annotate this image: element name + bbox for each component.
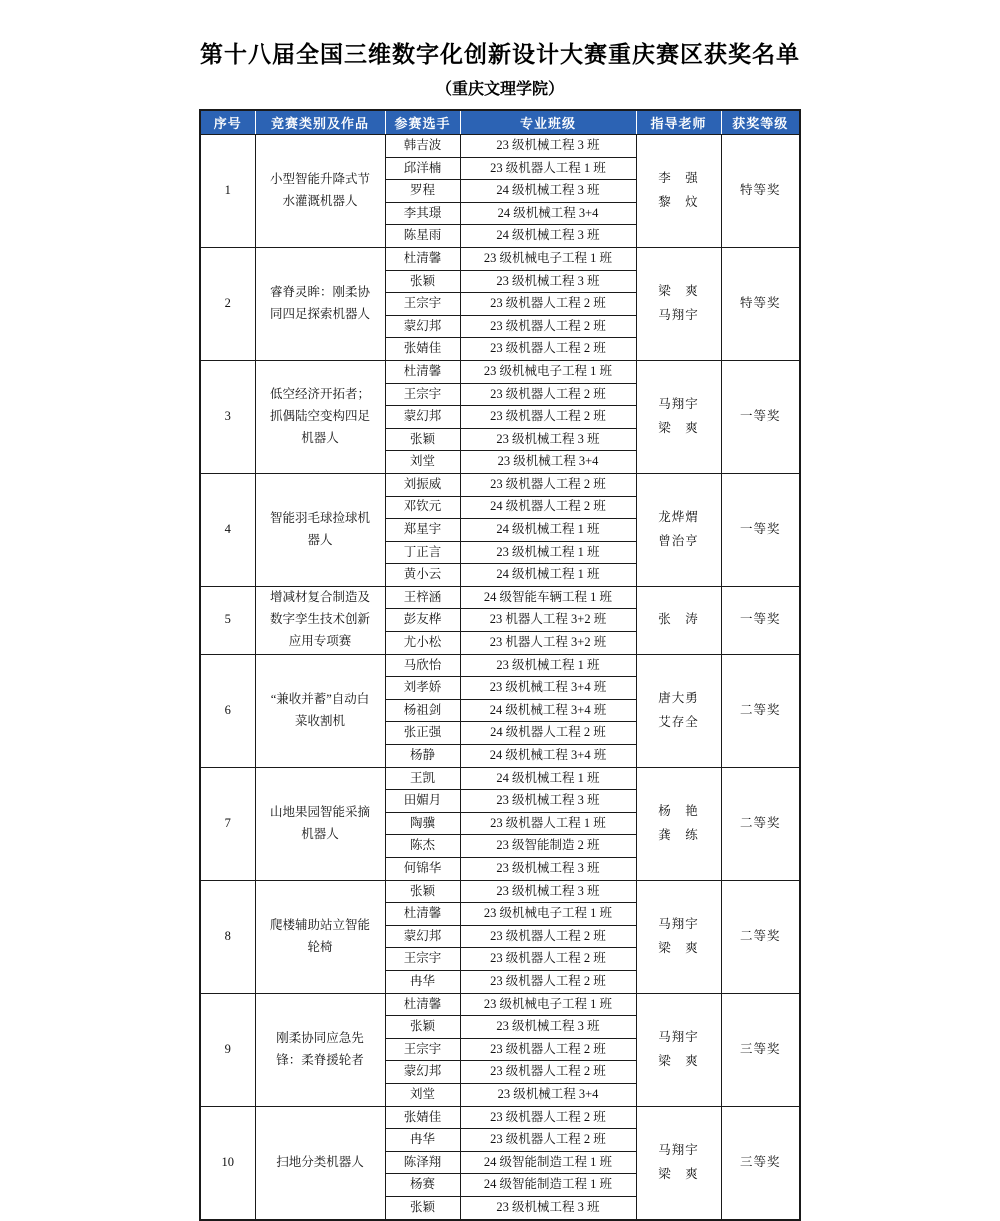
member-class: 23 级机械电子工程 1 班 <box>460 247 636 270</box>
member-class: 24 级智能制造工程 1 班 <box>460 1174 636 1197</box>
member-class: 23 机器人工程 3+2 班 <box>460 632 636 655</box>
member-row <box>200 473 800 496</box>
member-name: 杨静 <box>385 745 460 768</box>
member-row <box>200 767 800 790</box>
member-class: 23 级机器人工程 2 班 <box>460 970 636 993</box>
member-name: 彭友桦 <box>385 609 460 632</box>
member-name: 王凯 <box>385 767 460 790</box>
advisors <box>636 247 721 360</box>
project-name: 山地果园智能采摘机器人 <box>255 767 385 880</box>
member-name: 杨赛 <box>385 1174 460 1197</box>
member-class: 24 级机械工程 3 班 <box>460 225 636 248</box>
advisor-name: 马翔宇 <box>658 916 699 931</box>
project-name: “兼收并蓄”自动白菜收割机 <box>255 654 385 767</box>
member-name: 张正强 <box>385 722 460 745</box>
member-class: 23 级机械工程 3 班 <box>460 1016 636 1039</box>
member-class: 23 级机械工程 3 班 <box>460 270 636 293</box>
member-class: 23 级机器人工程 2 班 <box>460 1129 636 1152</box>
advisors <box>636 135 721 248</box>
group-number: 4 <box>200 473 255 586</box>
advisors <box>636 654 721 767</box>
project-name: 扫地分类机器人 <box>255 1106 385 1219</box>
member-name: 蒙幻邦 <box>385 406 460 429</box>
awards-table <box>199 109 801 1221</box>
advisors <box>636 360 721 473</box>
member-class: 23 级机器人工程 2 班 <box>460 1106 636 1129</box>
member-name: 丁正言 <box>385 541 460 564</box>
advisor-name: 李 强 <box>658 171 699 186</box>
group-number: 6 <box>200 654 255 767</box>
member-class: 24 级机械工程 3+4 班 <box>460 699 636 722</box>
member-name: 罗程 <box>385 180 460 203</box>
member-name: 陈杰 <box>385 835 460 858</box>
member-name: 张颖 <box>385 1016 460 1039</box>
award-level: 三等奖 <box>721 1106 800 1219</box>
advisor-name: 马翔宇 <box>658 1142 699 1157</box>
member-name: 尤小松 <box>385 632 460 655</box>
member-name: 马欣怡 <box>385 654 460 677</box>
member-class: 24 级机械工程 1 班 <box>460 519 636 542</box>
project-name: 低空经济开拓者；抓偶陆空变构四足机器人 <box>255 360 385 473</box>
member-name: 张婧佳 <box>385 338 460 361</box>
column-header: 竞赛类别及作品 <box>255 110 385 135</box>
member-class: 24 级机械工程 1 班 <box>460 767 636 790</box>
member-class: 23 级机械工程 3 班 <box>460 135 636 158</box>
member-name: 刘堂 <box>385 1083 460 1106</box>
table-header-row <box>200 110 800 135</box>
member-class: 24 级机械工程 3+4 班 <box>460 745 636 768</box>
member-name: 黄小云 <box>385 564 460 587</box>
advisors <box>636 767 721 880</box>
advisor-name: 马翔宇 <box>658 307 699 322</box>
advisor-name: 艾存全 <box>658 714 699 729</box>
page-subtitle: （重庆文理学院） <box>435 81 564 98</box>
table-body <box>200 135 800 1220</box>
member-class: 23 级机器人工程 1 班 <box>460 157 636 180</box>
advisor-name: 曾治亨 <box>658 533 699 548</box>
advisors <box>636 1106 721 1219</box>
member-name: 陈泽翔 <box>385 1151 460 1174</box>
member-class: 23 级机器人工程 1 班 <box>460 812 636 835</box>
member-name: 邓钦元 <box>385 496 460 519</box>
member-name: 王梓涵 <box>385 586 460 609</box>
member-name: 杜清馨 <box>385 360 460 383</box>
award-level: 一等奖 <box>721 473 800 586</box>
column-header: 指导老师 <box>636 110 721 135</box>
member-name: 韩吉波 <box>385 135 460 158</box>
award-level: 一等奖 <box>721 586 800 654</box>
member-class: 23 级机器人工程 2 班 <box>460 948 636 971</box>
member-class: 23 级机械工程 3 班 <box>460 858 636 881</box>
advisor-name: 张 涛 <box>658 612 699 627</box>
member-name: 田媚月 <box>385 790 460 813</box>
member-class: 24 级智能车辆工程 1 班 <box>460 586 636 609</box>
member-name: 杜清馨 <box>385 903 460 926</box>
project-name: 智能羽毛球捡球机器人 <box>255 473 385 586</box>
member-class: 23 级机械电子工程 1 班 <box>460 360 636 383</box>
member-name: 李其璟 <box>385 202 460 225</box>
member-class: 23 级机械工程 3+4 <box>460 451 636 474</box>
member-name: 冉华 <box>385 1129 460 1152</box>
member-class: 23 级机械工程 1 班 <box>460 654 636 677</box>
member-class: 23 级机械工程 1 班 <box>460 541 636 564</box>
member-name: 张颖 <box>385 880 460 903</box>
member-name: 陈星雨 <box>385 225 460 248</box>
award-level: 二等奖 <box>721 880 800 993</box>
group-number: 9 <box>200 993 255 1106</box>
member-name: 杨祖剑 <box>385 699 460 722</box>
member-class: 23 级机械工程 3 班 <box>460 428 636 451</box>
project-name: 睿脊灵眸：刚柔协同四足探索机器人 <box>255 247 385 360</box>
column-header: 获奖等级 <box>721 110 800 135</box>
member-class: 23 级机器人工程 2 班 <box>460 925 636 948</box>
group-number: 8 <box>200 880 255 993</box>
member-name: 邱洋楠 <box>385 157 460 180</box>
advisor-name: 马翔宇 <box>658 397 699 412</box>
member-row <box>200 586 800 609</box>
member-row <box>200 1106 800 1129</box>
award-level: 一等奖 <box>721 360 800 473</box>
member-name: 刘振威 <box>385 473 460 496</box>
column-header: 序号 <box>200 110 255 135</box>
member-row <box>200 993 800 1016</box>
member-class: 24 级机械工程 3 班 <box>460 180 636 203</box>
member-name: 张颖 <box>385 428 460 451</box>
project-name: 小型智能升降式节水灌溉机器人 <box>255 135 385 248</box>
member-class: 23 级机械工程 3 班 <box>460 1196 636 1219</box>
award-level: 二等奖 <box>721 654 800 767</box>
member-name: 刘堂 <box>385 451 460 474</box>
member-class: 23 级机械工程 3 班 <box>460 880 636 903</box>
member-class: 24 级机器人工程 2 班 <box>460 722 636 745</box>
member-class: 23 级机械工程 3+4 班 <box>460 677 636 700</box>
member-name: 杜清馨 <box>385 993 460 1016</box>
member-class: 23 机器人工程 3+2 班 <box>460 609 636 632</box>
member-name: 蒙幻邦 <box>385 925 460 948</box>
member-class: 24 级机械工程 3+4 <box>460 202 636 225</box>
member-row <box>200 360 800 383</box>
member-class: 23 级机器人工程 2 班 <box>460 1061 636 1084</box>
member-class: 23 级机械工程 3 班 <box>460 790 636 813</box>
advisor-name: 梁 爽 <box>658 940 699 955</box>
award-level: 特等奖 <box>721 135 800 248</box>
advisor-name: 梁 爽 <box>658 1053 699 1068</box>
advisor-name: 杨 艳 <box>658 803 699 818</box>
member-name: 冉华 <box>385 970 460 993</box>
advisors <box>636 993 721 1106</box>
member-name: 王宗宇 <box>385 293 460 316</box>
advisors <box>636 473 721 586</box>
member-class: 23 级智能制造 2 班 <box>460 835 636 858</box>
member-class: 24 级机器人工程 2 班 <box>460 496 636 519</box>
member-name: 杜清馨 <box>385 247 460 270</box>
member-name: 张颖 <box>385 270 460 293</box>
member-class: 23 级机器人工程 2 班 <box>460 315 636 338</box>
member-class: 24 级机械工程 1 班 <box>460 564 636 587</box>
member-name: 张颖 <box>385 1196 460 1219</box>
member-class: 23 级机器人工程 2 班 <box>460 406 636 429</box>
advisor-name: 龙烨煟 <box>658 510 699 525</box>
advisor-name: 梁 爽 <box>658 1166 699 1181</box>
member-name: 何锦华 <box>385 858 460 881</box>
member-class: 23 级机械电子工程 1 班 <box>460 993 636 1016</box>
member-class: 23 级机器人工程 2 班 <box>460 1038 636 1061</box>
member-class: 23 级机器人工程 2 班 <box>460 383 636 406</box>
member-name: 王宗宇 <box>385 1038 460 1061</box>
member-row <box>200 135 800 158</box>
document-page <box>0 36 1000 1215</box>
member-name: 王宗宇 <box>385 383 460 406</box>
group-number: 10 <box>200 1106 255 1219</box>
member-row <box>200 654 800 677</box>
member-name: 刘孝娇 <box>385 677 460 700</box>
group-number: 5 <box>200 586 255 654</box>
member-name: 陶骥 <box>385 812 460 835</box>
group-number: 3 <box>200 360 255 473</box>
member-name: 蒙幻邦 <box>385 1061 460 1084</box>
advisor-name: 龚 练 <box>658 827 699 842</box>
advisors <box>636 880 721 993</box>
member-class: 24 级智能制造工程 1 班 <box>460 1151 636 1174</box>
project-name: 刚柔协同应急先锋：柔脊援轮者 <box>255 993 385 1106</box>
advisor-name: 马翔宇 <box>658 1029 699 1044</box>
member-class: 23 级机器人工程 2 班 <box>460 338 636 361</box>
group-number: 1 <box>200 135 255 248</box>
award-level: 三等奖 <box>721 993 800 1106</box>
project-name: 爬楼辅助站立智能轮椅 <box>255 880 385 993</box>
page-title: 第十八届全国三维数字化创新设计大赛重庆赛区获奖名单 <box>200 42 800 67</box>
column-header: 专业班级 <box>460 110 636 135</box>
member-name: 张婧佳 <box>385 1106 460 1129</box>
advisor-name: 梁 爽 <box>658 420 699 435</box>
project-name: 增减材复合制造及数字孪生技术创新应用专项赛 <box>255 586 385 654</box>
advisor-name: 梁 爽 <box>658 284 699 299</box>
member-class: 23 级机械电子工程 1 班 <box>460 903 636 926</box>
member-name: 郑星宇 <box>385 519 460 542</box>
member-row <box>200 247 800 270</box>
group-number: 2 <box>200 247 255 360</box>
group-number: 7 <box>200 767 255 880</box>
advisors <box>636 586 721 654</box>
member-class: 23 级机器人工程 2 班 <box>460 473 636 496</box>
advisor-name: 黎 炆 <box>658 194 699 209</box>
award-level: 特等奖 <box>721 247 800 360</box>
member-name: 王宗宇 <box>385 948 460 971</box>
member-class: 23 级机械工程 3+4 <box>460 1083 636 1106</box>
award-level: 二等奖 <box>721 767 800 880</box>
member-class: 23 级机器人工程 2 班 <box>460 293 636 316</box>
column-header: 参赛选手 <box>385 110 460 135</box>
member-row <box>200 880 800 903</box>
member-name: 蒙幻邦 <box>385 315 460 338</box>
advisor-name: 唐大勇 <box>658 690 699 705</box>
